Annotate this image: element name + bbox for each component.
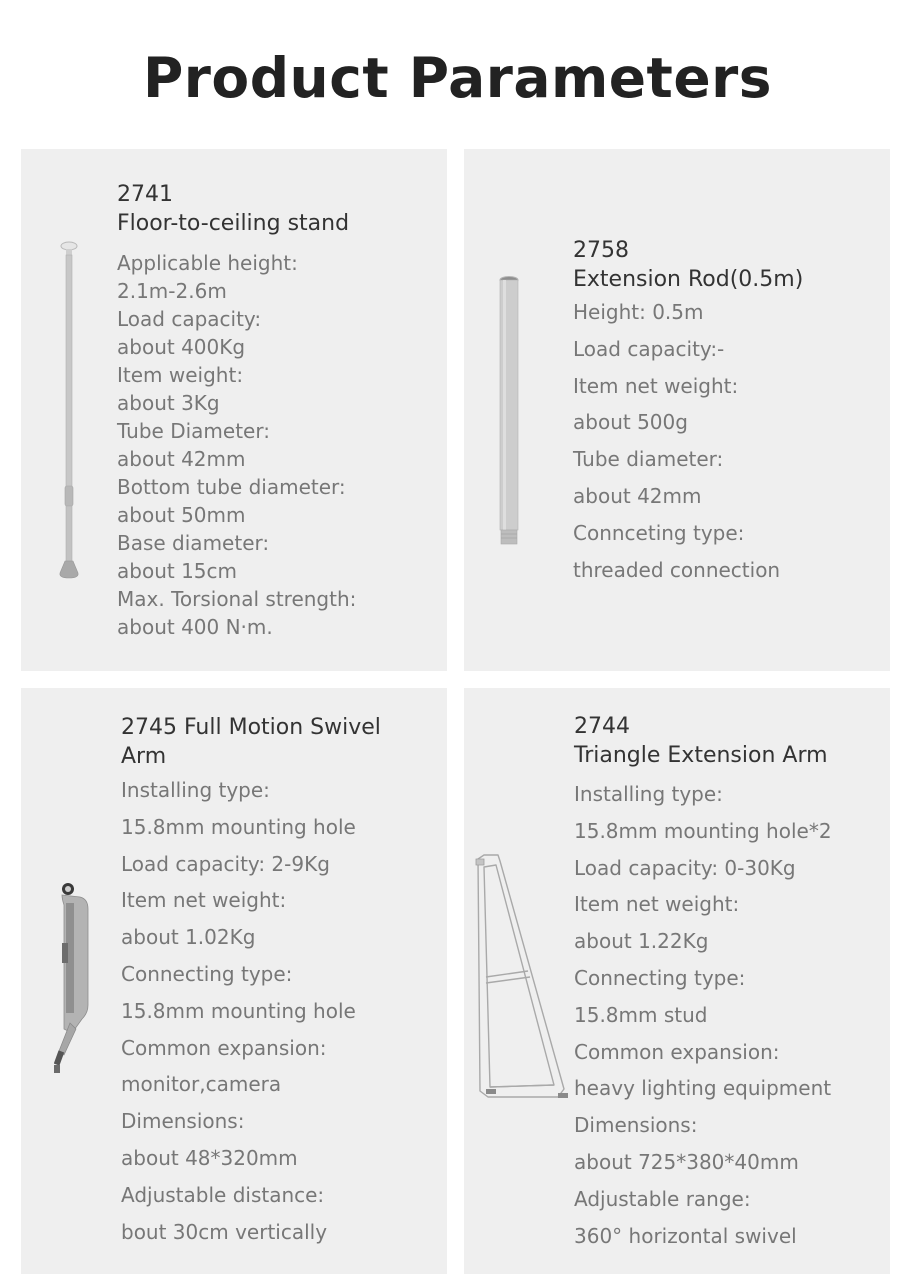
swivel-arm-icon	[54, 883, 94, 1079]
spec-line: about 400 N·m.	[117, 615, 273, 639]
spec-line: Height: 0.5m	[573, 300, 704, 324]
spec-line: Connecting type:	[121, 961, 293, 986]
spec-line: about 1.22Kg	[574, 929, 709, 954]
spec-line: Dimensions:	[574, 1113, 698, 1138]
spec-line: 15.8mm mounting hole*2	[574, 818, 832, 843]
product-code: 2741	[117, 182, 173, 207]
spec-line: Adjustable distance:	[121, 1182, 325, 1207]
spec-line: about 400Kg	[117, 335, 246, 359]
spec-line: Tube diameter:	[573, 447, 724, 472]
spec-line: about 15cm	[117, 559, 237, 583]
product-name: Triangle Extension Arm	[574, 743, 828, 768]
floor-to-ceiling-pole-icon	[56, 241, 82, 584]
spec-line: Tube Diameter:	[117, 419, 270, 443]
product-title	[574, 712, 828, 770]
spec-line: about 42mm	[573, 483, 702, 508]
spec-line: Adjustable range:	[574, 1186, 751, 1211]
spec-line: Item net weight:	[121, 888, 287, 913]
spec-line: 15.8mm stud	[574, 1002, 708, 1027]
spec-line: bout 30cm vertically	[121, 1219, 328, 1244]
spec-line: about 42mm	[117, 447, 246, 471]
spec-line: Installing type:	[121, 778, 270, 802]
spec-line: Common expansion:	[574, 1039, 780, 1064]
product-card-2744	[464, 688, 890, 1274]
triangle-arm-icon	[474, 853, 570, 1109]
product-card-2745	[21, 688, 447, 1274]
spec-list	[574, 776, 832, 1254]
spec-line: Connecting type:	[574, 965, 746, 990]
spec-list	[121, 772, 356, 1250]
spec-line: about 1.02Kg	[121, 925, 256, 950]
product-name: 2745 Full Motion Swivel Arm	[121, 715, 381, 769]
spec-line: monitor,camera	[121, 1072, 282, 1097]
spec-line: about 3Kg	[117, 391, 220, 415]
spec-line: about 725*380*40mm	[574, 1149, 799, 1174]
spec-line: Item weight:	[117, 363, 244, 387]
spec-line: Applicable height:	[117, 251, 298, 275]
spec-line: about 48*320mm	[121, 1145, 298, 1170]
product-name: Floor-to-ceiling stand	[117, 211, 350, 236]
product-code: 2758	[573, 238, 629, 263]
extension-rod-icon	[497, 275, 521, 547]
spec-line: 360° horizontal swivel	[574, 1223, 797, 1248]
spec-line: Load capacity:	[117, 307, 262, 331]
product-title	[121, 713, 431, 771]
spec-line: Max. Torsional strength:	[117, 587, 357, 611]
spec-line: about 500g	[573, 410, 688, 435]
spec-line: Item net weight:	[573, 373, 739, 398]
spec-list	[117, 249, 356, 641]
page-title: Product Parameters	[142, 46, 773, 110]
spec-line: Base diameter:	[117, 531, 270, 555]
product-card-2758	[464, 149, 890, 671]
spec-line: Connceting type:	[573, 520, 745, 545]
product-title	[573, 236, 803, 294]
spec-line: Installing type:	[574, 782, 723, 806]
spec-line: heavy lighting equipment	[574, 1076, 832, 1101]
spec-line: Load capacity:-	[573, 336, 725, 361]
spec-line: Load capacity: 2-9Kg	[121, 851, 330, 876]
spec-line: about 50mm	[117, 503, 246, 527]
spec-line: 15.8mm mounting hole	[121, 998, 356, 1023]
spec-line: Common expansion:	[121, 1035, 327, 1060]
spec-line: Item net weight:	[574, 892, 740, 917]
product-card-2741	[21, 149, 447, 671]
spec-line: Bottom tube diameter:	[117, 475, 346, 499]
spec-line: threaded connection	[573, 557, 781, 582]
product-code: 2744	[574, 714, 630, 739]
spec-line: 2.1m-2.6m	[117, 279, 227, 303]
spec-line: Load capacity: 0-30Kg	[574, 855, 796, 880]
spec-line: Dimensions:	[121, 1109, 245, 1134]
spec-list	[573, 294, 780, 588]
spec-line: 15.8mm mounting hole	[121, 814, 356, 839]
product-name: Extension Rod(0.5m)	[573, 267, 804, 292]
product-title	[117, 180, 349, 238]
